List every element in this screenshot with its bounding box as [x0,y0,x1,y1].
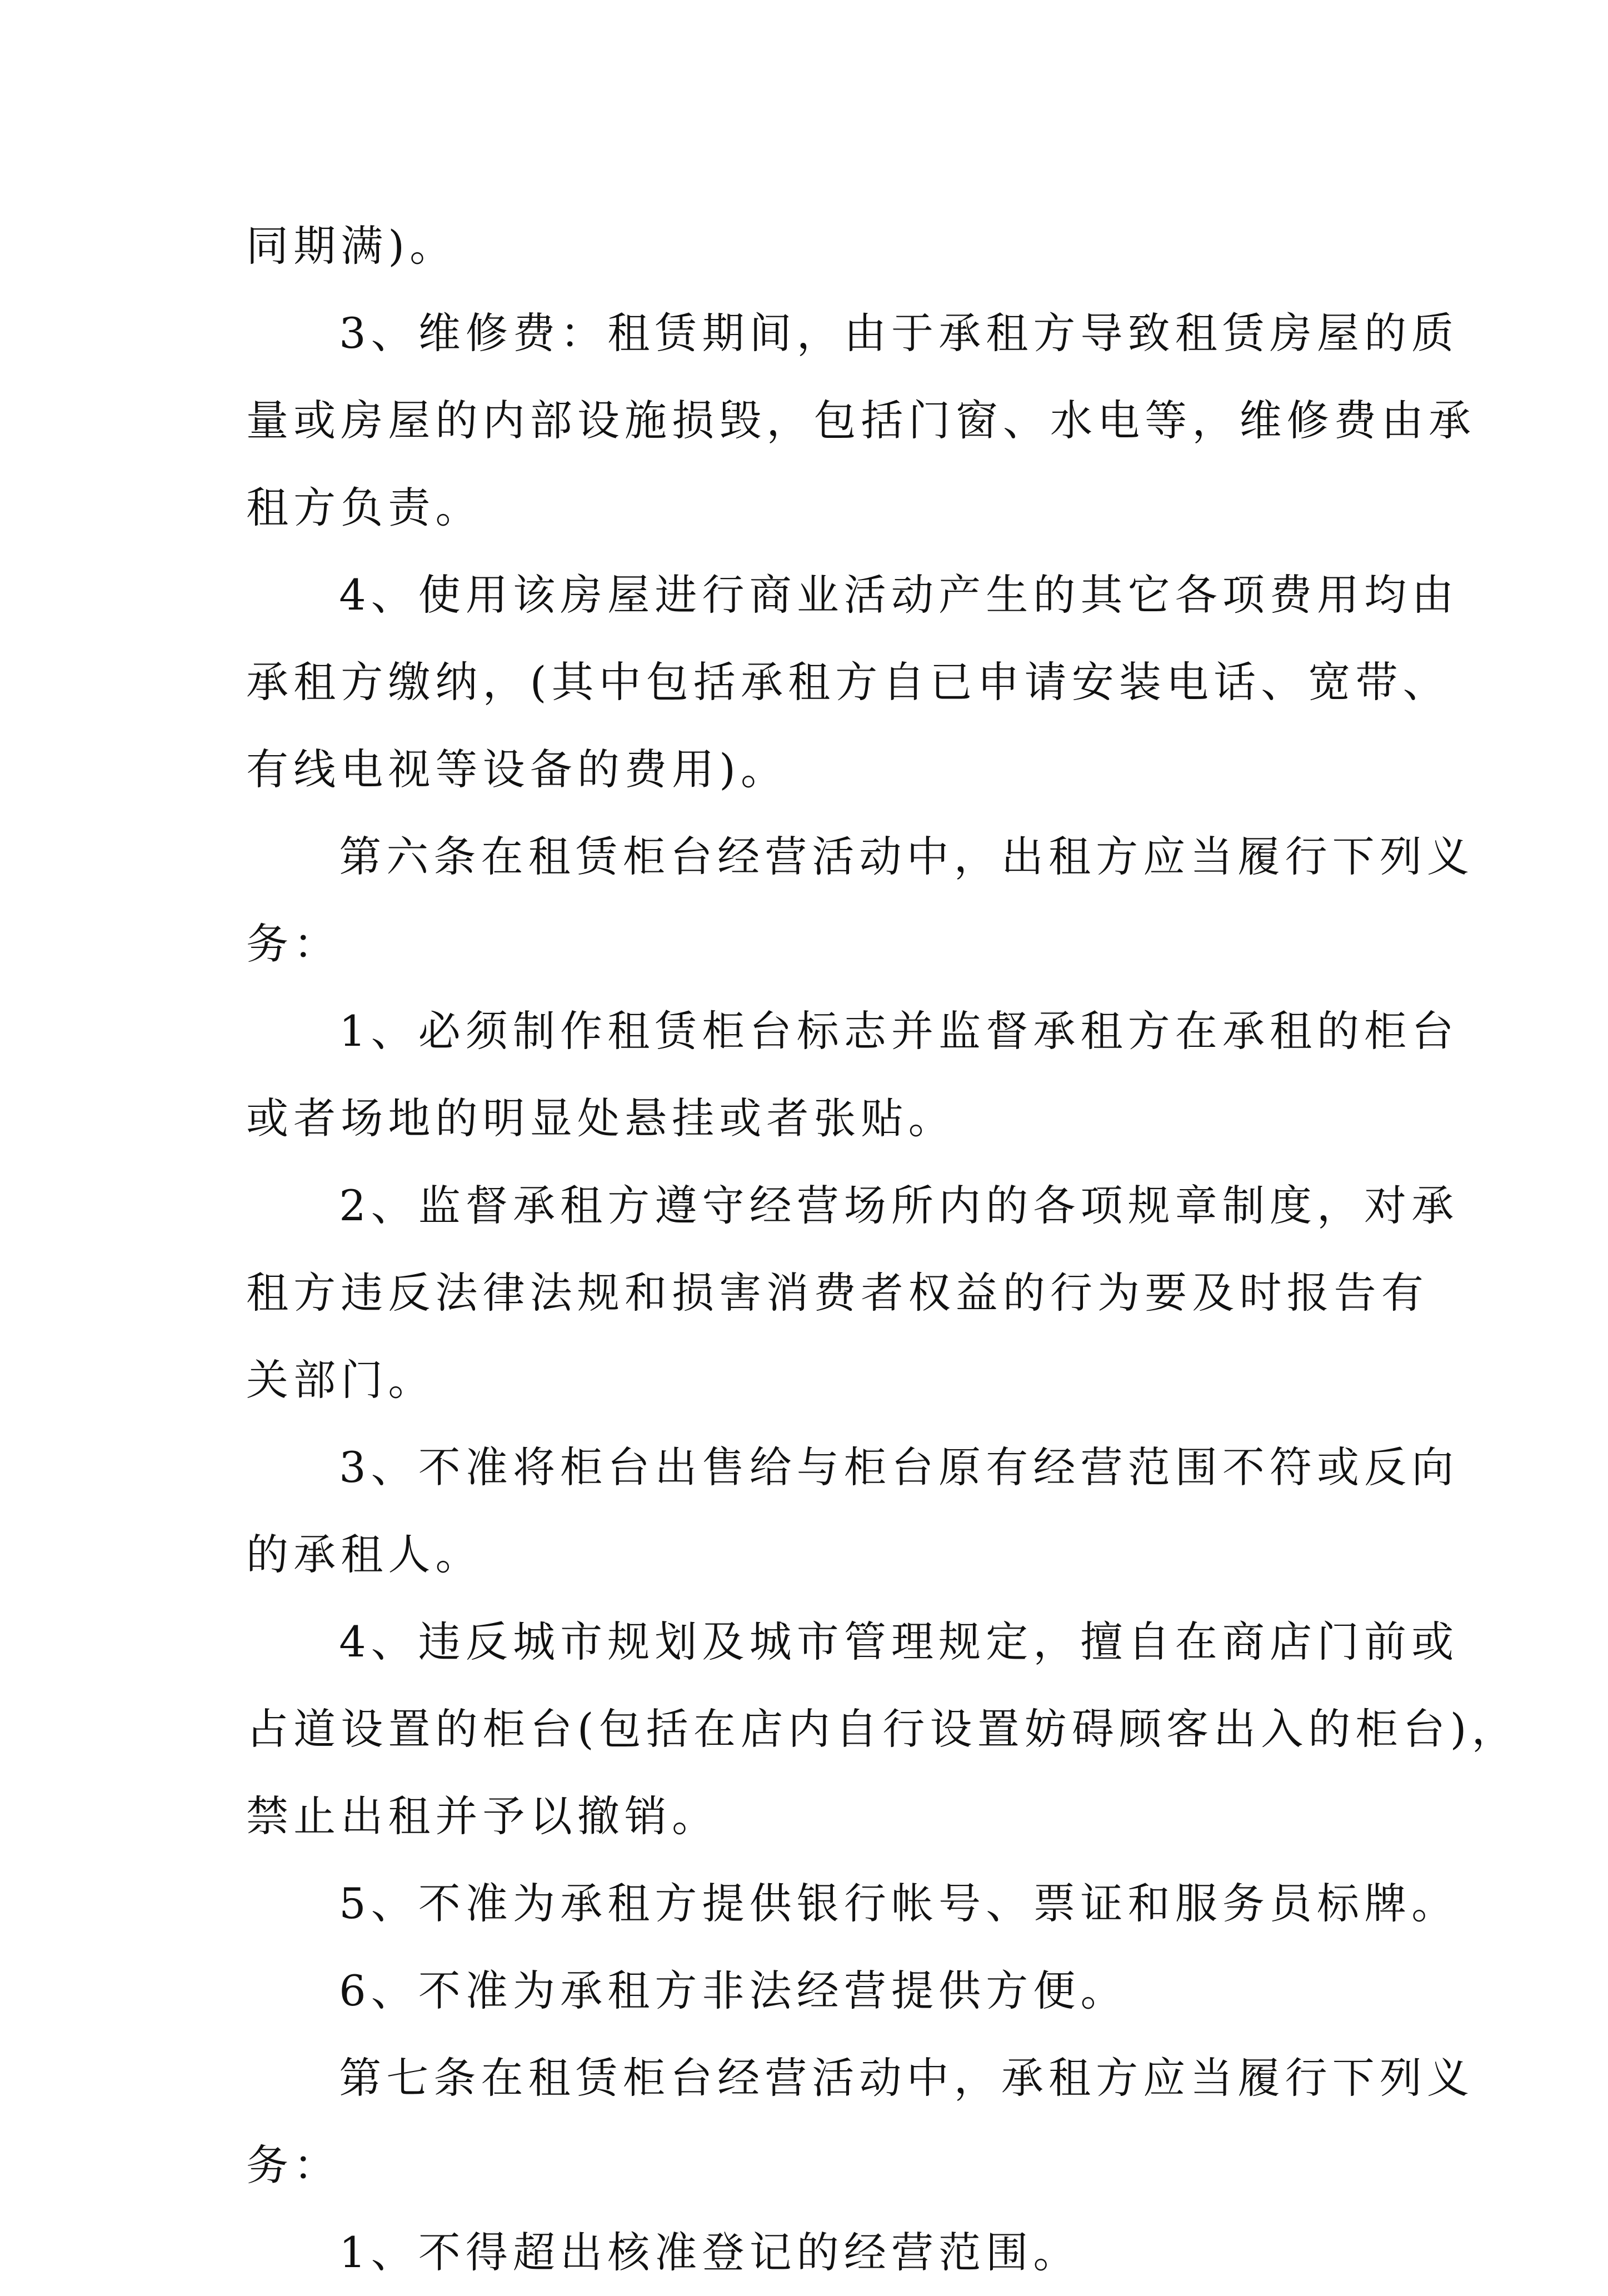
paragraph [246,2034,1475,2209]
text-line: 1、不得超出核准登记的经营范围。 [339,2228,1081,2277]
text-line: 关部门。 [246,1355,436,1405]
text-line: 4、使用该房屋进行商业活动产生的其它各项费用均由 [339,570,1459,620]
paragraph [246,1162,1459,1424]
text-line: 1、必须制作租赁柜台标志并监督承租方在承租的柜台 [339,1006,1459,1056]
paragraph [246,1947,1441,2034]
paragraph [246,2209,1441,2296]
text-line: 第六条在租赁柜台经营活动中，出租方应当履行下列义 [339,832,1475,881]
text-line: 5、不准为承租方提供银行帐号、票证和服务员标牌。 [339,1879,1459,1928]
text-line: 或者场地的明显处悬挂或者张贴。 [246,1094,956,1143]
text-line: 2、监督承租方遵守经营场所内的各项规章制度，对承 [339,1181,1459,1230]
text-line: 3、维修费：租赁期间，由于承租方导致租赁房屋的质 [339,308,1459,358]
text-line: 租方违反法律法规和损害消费者权益的行为要及时报告有 [246,1268,1429,1317]
text-line: 的承租人。 [246,1530,483,1579]
text-line: 务： [246,2140,341,2190]
text-line: 租方负责。 [246,483,483,532]
text-line: 3、不准将柜台出售给与柜台原有经营范围不符或反向 [339,1443,1459,1492]
paragraph [246,987,1459,1162]
paragraph [246,290,1476,551]
text-line: 有线电视等设备的费用)。 [246,745,788,794]
text-line: 务： [246,919,341,969]
paragraph [246,1598,1519,1860]
paragraph [246,813,1475,987]
paragraph [246,551,1459,813]
text-line: 禁止出租并予以撤销。 [246,1791,720,1841]
document-body [246,202,1519,2296]
text-line: 承租方缴纳，(其中包括承租方自已申请安装电话、宽带、 [246,657,1450,707]
paragraph [246,1860,1459,1947]
text-line: 6、不准为承租方非法经营提供方便。 [339,1966,1128,2015]
text-line: 量或房屋的内部设施损毁，包括门窗、水电等，维修费由承 [246,396,1476,445]
paragraph [246,202,1441,290]
text-line: 占道设置的柜台(包括在店内自行设置妨碍顾客出入的柜台)， [246,1704,1519,1754]
text-line: 同期满)。 [246,221,457,271]
text-line: 4、违反城市规划及城市管理规定，擅自在商店门前或 [339,1617,1459,1666]
text-line: 第七条在租赁柜台经营活动中，承租方应当履行下列义 [339,2053,1475,2103]
paragraph [246,1424,1459,1598]
